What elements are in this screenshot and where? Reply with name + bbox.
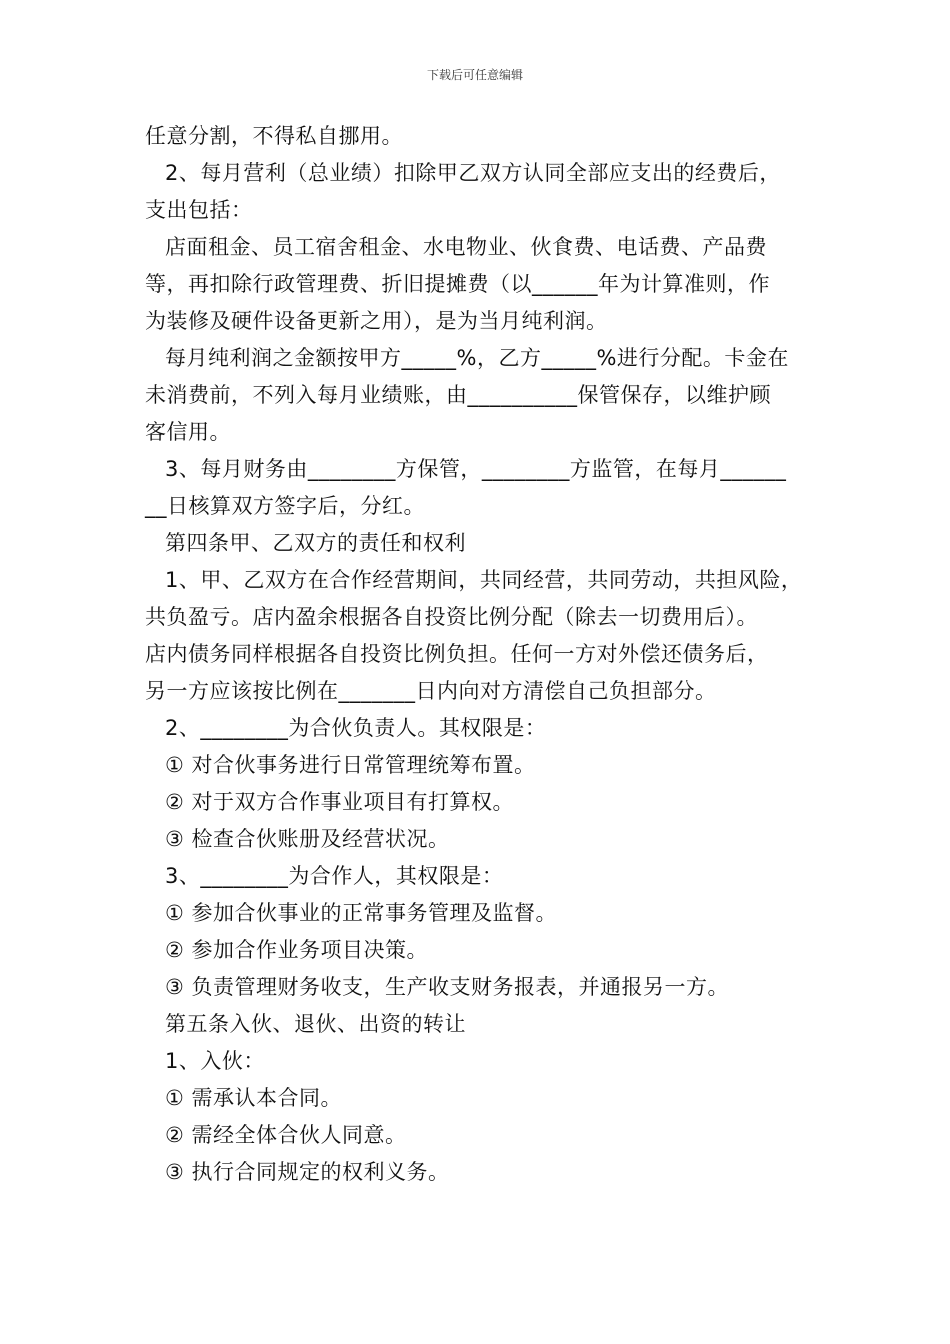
page-header-note: 下载后可任意编辑 — [426, 68, 523, 82]
paragraph-line: 客信用。 — [145, 420, 231, 444]
paragraph-line: 1、入伙： — [165, 1049, 265, 1073]
list-item: ① 对合伙事务进行日常管理统筹布置。 — [165, 753, 536, 777]
list-item: ③ 执行合同规定的权利义务。 — [165, 1160, 450, 1184]
list-item: ② 参加合作业务项目决策。 — [165, 938, 429, 962]
paragraph-line: 等，再扣除行政管理费、折旧提摊费（以______年为计算准则，作 — [145, 272, 770, 296]
paragraph-line: 为装修及硬件设备更新之用），是为当月纯利润。 — [145, 309, 608, 333]
paragraph-line: 另一方应该按比例在_______日内向对方清偿自己负担部分。 — [145, 679, 717, 703]
paragraph-line: 未消费前，不列入每月业绩账，由__________保管保存，以维护顾 — [145, 383, 771, 407]
list-item: ② 对于双方合作事业项目有打算权。 — [165, 790, 515, 814]
list-item: ① 需承认本合同。 — [165, 1086, 343, 1110]
paragraph-line: 店内债务同样根据各自投资比例负担。任何一方对外偿还债务后， — [145, 642, 769, 666]
paragraph-line: 支出包括： — [145, 198, 253, 222]
paragraph-line: 3、每月财务由________方保管，________方监管，在每月______ — [165, 457, 787, 481]
paragraph-line: 每月纯利润之金额按甲方_____%，乙方_____%进行分配。卡金在 — [165, 346, 789, 370]
section-heading: 第五条入伙、退伙、出资的转让 — [165, 1012, 466, 1036]
paragraph-line: 1、甲、乙双方在合作经营期间，共同经营，共同劳动，共担风险， — [165, 568, 803, 592]
list-item: ① 参加合伙事业的正常事务管理及监督。 — [165, 901, 557, 925]
paragraph-line: 店面租金、员工宿舍租金、水电物业、伙食费、电话费、产品费 — [165, 235, 767, 259]
paragraph-line: 2、________为合伙负责人。其权限是： — [165, 716, 547, 740]
paragraph-line: 2、每月营利（总业绩）扣除甲乙双方认同全部应支出的经费后， — [165, 161, 781, 185]
paragraph-line: 3、________为合作人，其权限是： — [165, 864, 504, 888]
paragraph-line: 共负盈亏。店内盈余根据各自投资比例分配（除去一切费用后）。 — [145, 605, 758, 629]
paragraph-line: 任意分割，不得私自挪用。 — [145, 124, 403, 148]
list-item: ③ 检查合伙账册及经营状况。 — [165, 827, 450, 851]
list-item: ③ 负责管理财务收支，生产收支财务报表，并通报另一方。 — [165, 975, 729, 999]
section-heading: 第四条甲、乙双方的责任和权利 — [165, 531, 466, 555]
list-item: ② 需经全体合伙人同意。 — [165, 1123, 407, 1147]
paragraph-line: __日核算双方签字后，分红。 — [145, 494, 425, 518]
document-body — [145, 118, 815, 1191]
